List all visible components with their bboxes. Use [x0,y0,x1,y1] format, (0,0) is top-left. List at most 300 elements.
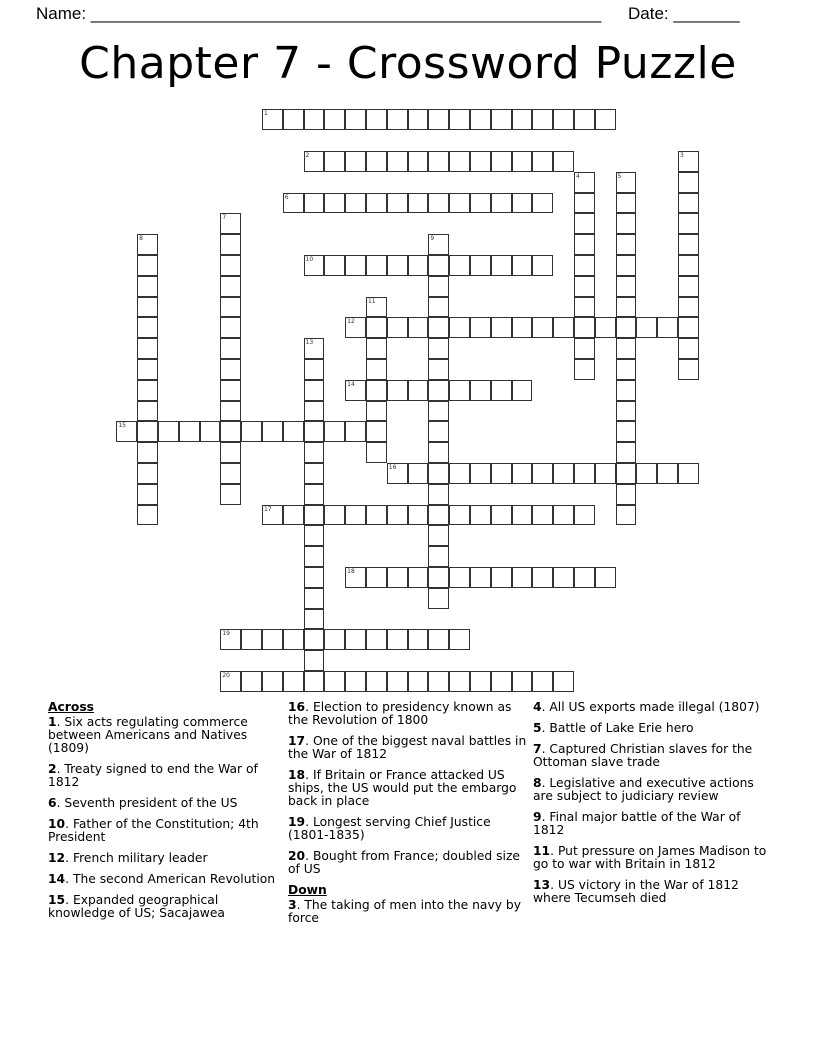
grid-cell[interactable] [428,359,449,380]
grid-cell[interactable] [366,421,387,442]
grid-cell[interactable] [678,193,699,214]
clue-number-label: 10 [305,255,314,263]
grid-cell[interactable] [470,567,491,588]
grid-cell[interactable] [345,193,366,214]
clue-number: 14 [48,872,66,886]
grid-cell[interactable] [616,401,637,422]
grid-cell[interactable] [200,421,221,442]
grid-cell[interactable] [304,484,325,505]
grid-cell[interactable] [491,567,512,588]
clue-number: 10 [48,817,66,831]
grid-cell[interactable] [574,297,595,318]
grid-cell[interactable] [304,193,325,214]
grid-cell[interactable] [345,380,366,401]
grid-cell[interactable] [616,380,637,401]
grid-cell[interactable] [553,463,574,484]
grid-cell[interactable] [512,109,533,130]
grid-cell[interactable] [283,193,304,214]
grid-cell[interactable] [220,442,241,463]
grid-cell[interactable] [241,671,262,692]
grid-cell[interactable] [408,255,429,276]
grid-cell[interactable] [616,234,637,255]
grid-cell[interactable] [470,151,491,172]
grid-cell[interactable] [470,380,491,401]
grid-cell[interactable] [304,463,325,484]
grid-cell[interactable] [283,505,304,526]
grid-cell[interactable] [324,109,345,130]
grid-cell[interactable] [366,505,387,526]
grid-cell[interactable] [491,193,512,214]
grid-cell[interactable] [137,255,158,276]
grid-cell[interactable] [366,317,387,338]
grid-cell[interactable] [678,359,699,380]
clue-number: 6 [48,796,57,810]
grid-cell[interactable] [283,671,304,692]
grid-cell[interactable] [678,463,699,484]
clue-number-label: 18 [347,567,355,575]
grid-cell[interactable] [158,421,179,442]
clue-number-label: 8 [139,235,143,243]
grid-cell[interactable] [324,193,345,214]
clue-text: US victory in the War of 1812 where Tecumseh died [533,878,739,905]
grid-cell[interactable] [408,505,429,526]
clue-text: French military leader [72,851,208,865]
clue-number: 9 [533,810,542,824]
grid-cell[interactable] [304,442,325,463]
grid-cell[interactable] [304,671,325,692]
grid-cell[interactable] [616,359,637,380]
grid-cell[interactable] [366,380,387,401]
clue-number: 5 [533,721,542,735]
grid-cell[interactable] [366,151,387,172]
grid-cell[interactable] [345,421,366,442]
grid-cell[interactable] [262,421,283,442]
grid-cell[interactable] [137,401,158,422]
grid-cell[interactable] [636,463,657,484]
clue-number: 16 [288,700,306,714]
grid-cell[interactable] [449,109,470,130]
grid-cell[interactable] [678,276,699,297]
grid-cell[interactable] [428,505,449,526]
grid-cell[interactable] [491,255,512,276]
grid-cell[interactable] [532,255,553,276]
grid-cell[interactable] [408,193,429,214]
grid-cell[interactable] [116,421,137,442]
grid-cell[interactable] [304,421,325,442]
grid-cell[interactable] [449,151,470,172]
grid-cell[interactable] [449,463,470,484]
grid-cell[interactable] [324,629,345,650]
grid-cell[interactable] [366,359,387,380]
grid-cell[interactable] [366,629,387,650]
clue-text: Six acts regulating commerce between Americans and Natives (1809) [48,715,248,755]
grid-cell[interactable] [137,505,158,526]
grid-cell[interactable] [262,629,283,650]
grid-cell[interactable] [428,546,449,567]
grid-cell[interactable] [491,380,512,401]
grid-cell[interactable] [491,151,512,172]
grid-cell[interactable] [470,463,491,484]
grid-cell[interactable] [137,484,158,505]
grid-cell[interactable] [574,505,595,526]
grid-cell[interactable] [366,193,387,214]
grid-cell[interactable] [428,317,449,338]
grid-cell[interactable] [345,671,366,692]
grid-cell[interactable] [512,380,533,401]
grid-cell[interactable] [595,463,616,484]
grid-cell[interactable] [304,401,325,422]
clue-item [533,879,773,905]
grid-cell[interactable] [220,401,241,422]
grid-cell[interactable] [387,151,408,172]
grid-cell[interactable] [220,359,241,380]
grid-cell[interactable] [366,297,387,318]
clue-item [288,850,528,876]
grid-cell[interactable] [345,567,366,588]
grid-cell[interactable] [283,421,304,442]
grid-cell[interactable] [574,567,595,588]
grid-cell[interactable] [553,317,574,338]
clue-number-label: 13 [305,339,314,347]
grid-cell[interactable] [512,671,533,692]
grid-cell[interactable] [657,463,678,484]
clue-number: 2 [48,762,57,776]
grid-cell[interactable] [428,151,449,172]
grid-cell[interactable] [574,255,595,276]
clues-column-2 [288,701,528,933]
grid-cell[interactable] [532,671,553,692]
grid-cell[interactable] [574,193,595,214]
grid-cell[interactable] [387,109,408,130]
grid-cell[interactable] [428,193,449,214]
grid-cell[interactable] [574,213,595,234]
grid-cell[interactable] [137,234,158,255]
grid-cell[interactable] [595,109,616,130]
clue-text: All US exports made illegal (1807) [549,700,760,714]
grid-cell[interactable] [512,255,533,276]
grid-cell[interactable] [304,255,325,276]
grid-cell[interactable] [137,317,158,338]
grid-cell[interactable] [532,317,553,338]
grid-cell[interactable] [616,193,637,214]
grid-cell[interactable] [283,629,304,650]
grid-cell[interactable] [220,297,241,318]
grid-cell[interactable] [304,380,325,401]
clue-item [288,701,528,727]
grid-cell[interactable] [616,213,637,234]
grid-cell[interactable] [408,151,429,172]
grid-cell[interactable] [387,317,408,338]
grid-cell[interactable] [387,567,408,588]
grid-cell[interactable] [304,650,325,671]
grid-cell[interactable] [304,359,325,380]
clue-dot: . [56,715,65,729]
grid-cell[interactable] [616,317,637,338]
clue-dot: . [541,776,550,790]
grid-cell[interactable] [137,380,158,401]
grid-cell[interactable] [470,109,491,130]
grid-cell[interactable] [512,567,533,588]
grid-cell[interactable] [616,255,637,276]
grid-cell[interactable] [678,213,699,234]
grid-cell[interactable] [616,297,637,318]
grid-cell[interactable] [449,671,470,692]
grid-cell[interactable] [241,421,262,442]
grid-cell[interactable] [408,317,429,338]
grid-cell[interactable] [574,338,595,359]
grid-cell[interactable] [553,151,574,172]
grid-cell[interactable] [387,671,408,692]
grid-cell[interactable] [532,567,553,588]
grid-cell[interactable] [408,567,429,588]
grid-cell[interactable] [616,484,637,505]
clue-number: 15 [48,893,66,907]
date-field[interactable]: Date: _______ [628,4,740,23]
grid-cell[interactable] [304,588,325,609]
grid-cell[interactable] [574,317,595,338]
grid-cell[interactable] [616,505,637,526]
grid-cell[interactable] [220,629,241,650]
grid-cell[interactable] [366,109,387,130]
grid-cell[interactable] [678,255,699,276]
grid-cell[interactable] [366,255,387,276]
grid-cell[interactable] [491,317,512,338]
clue-number-label: 17 [263,505,272,513]
grid-cell[interactable] [678,338,699,359]
grid-cell[interactable] [220,380,241,401]
grid-cell[interactable] [324,421,345,442]
grid-cell[interactable] [595,317,616,338]
grid-cell[interactable] [387,380,408,401]
grid-cell[interactable] [678,234,699,255]
grid-cell[interactable] [220,276,241,297]
grid-cell[interactable] [304,609,325,630]
grid-cell[interactable] [220,463,241,484]
grid-cell[interactable] [428,401,449,422]
clue-dot: . [65,851,73,865]
grid-cell[interactable] [428,380,449,401]
grid-cell[interactable] [408,463,429,484]
grid-cell[interactable] [470,255,491,276]
clue-text: Captured Christian slaves for the Ottoman slave trade [533,742,753,769]
grid-cell[interactable] [428,463,449,484]
grid-cell[interactable] [324,505,345,526]
clue-number-label: 20 [222,671,230,679]
grid-cell[interactable] [449,193,470,214]
grid-cell[interactable] [449,505,470,526]
grid-cell[interactable] [470,193,491,214]
grid-cell[interactable] [408,671,429,692]
grid-cell[interactable] [532,505,553,526]
grid-cell[interactable] [553,109,574,130]
grid-cell[interactable] [241,629,262,650]
grid-cell[interactable] [428,525,449,546]
grid-cell[interactable] [304,151,325,172]
grid-cell[interactable] [574,172,595,193]
grid-cell[interactable] [304,546,325,567]
clue-dot: . [541,742,550,756]
grid-cell[interactable] [678,172,699,193]
clue-dot: . [541,700,550,714]
grid-cell[interactable] [616,172,637,193]
grid-cell[interactable] [304,567,325,588]
grid-cell[interactable] [512,463,533,484]
grid-cell[interactable] [387,193,408,214]
grid-cell[interactable] [616,442,637,463]
grid-cell[interactable] [428,629,449,650]
grid-cell[interactable] [283,109,304,130]
grid-cell[interactable] [137,359,158,380]
grid-cell[interactable] [449,567,470,588]
grid-cell[interactable] [345,151,366,172]
grid-cell[interactable] [636,317,657,338]
grid-cell[interactable] [220,484,241,505]
grid-cell[interactable] [137,421,158,442]
grid-cell[interactable] [345,109,366,130]
grid-cell[interactable] [324,151,345,172]
grid-cell[interactable] [428,484,449,505]
clue-item [48,852,288,865]
grid-cell[interactable] [220,213,241,234]
clue-number-label: 9 [430,235,435,243]
grid-cell[interactable] [304,629,325,650]
grid-cell[interactable] [616,463,637,484]
grid-cell[interactable] [532,109,553,130]
grid-cell[interactable] [366,567,387,588]
grid-cell[interactable] [428,276,449,297]
grid-cell[interactable] [616,276,637,297]
grid-cell[interactable] [428,109,449,130]
clue-number: 8 [533,776,542,790]
grid-cell[interactable] [491,505,512,526]
grid-cell[interactable] [366,671,387,692]
grid-cell[interactable] [220,338,241,359]
grid-cell[interactable] [220,317,241,338]
grid-cell[interactable] [387,463,408,484]
grid-cell[interactable] [428,255,449,276]
grid-cell[interactable] [137,338,158,359]
grid-cell[interactable] [574,276,595,297]
grid-cell[interactable] [491,109,512,130]
grid-cell[interactable] [366,401,387,422]
grid-cell[interactable] [304,338,325,359]
grid-cell[interactable] [532,463,553,484]
grid-cell[interactable] [387,255,408,276]
grid-cell[interactable] [470,317,491,338]
grid-cell[interactable] [220,255,241,276]
clue-dot: . [305,768,313,782]
grid-cell[interactable] [262,109,283,130]
name-field[interactable]: Name: ______________________________________________________ [36,4,602,23]
grid-cell[interactable] [574,109,595,130]
grid-cell[interactable] [532,193,553,214]
grid-cell[interactable] [345,255,366,276]
grid-cell[interactable] [366,442,387,463]
grid-cell[interactable] [470,671,491,692]
clue-number-label: 12 [347,318,355,326]
grid-cell[interactable] [262,505,283,526]
grid-cell[interactable] [220,671,241,692]
grid-cell[interactable] [324,255,345,276]
grid-cell[interactable] [678,297,699,318]
grid-cell[interactable] [574,463,595,484]
grid-cell[interactable] [574,234,595,255]
grid-cell[interactable] [491,463,512,484]
clue-dot: . [56,796,65,810]
grid-cell[interactable] [428,567,449,588]
grid-cell[interactable] [345,317,366,338]
grid-cell[interactable] [449,317,470,338]
grid-cell[interactable] [512,151,533,172]
grid-cell[interactable] [574,359,595,380]
grid-cell[interactable] [449,629,470,650]
grid-cell[interactable] [137,276,158,297]
clue-text: Election to presidency known as the Revolution of 1800 [288,700,512,727]
grid-cell[interactable] [324,671,345,692]
grid-cell[interactable] [345,505,366,526]
grid-cell[interactable] [616,421,637,442]
grid-cell[interactable] [449,255,470,276]
grid-cell[interactable] [532,151,553,172]
grid-cell[interactable] [553,567,574,588]
grid-cell[interactable] [449,380,470,401]
grid-cell[interactable] [512,317,533,338]
grid-cell[interactable] [595,567,616,588]
grid-cell[interactable] [657,317,678,338]
grid-cell[interactable] [678,317,699,338]
grid-cell[interactable] [512,193,533,214]
grid-cell[interactable] [491,671,512,692]
grid-cell[interactable] [408,629,429,650]
clue-text: Expanded geographical knowledge of US; Sacajawea [48,893,225,920]
clue-number-label: 1 [263,110,268,118]
grid-cell[interactable] [387,629,408,650]
grid-cell[interactable] [345,629,366,650]
grid-cell[interactable] [470,505,491,526]
grid-cell[interactable] [428,442,449,463]
grid-cell[interactable] [616,338,637,359]
grid-cell[interactable] [428,671,449,692]
clue-number-label: 7 [222,214,227,222]
grid-cell[interactable] [220,234,241,255]
grid-cell[interactable] [408,380,429,401]
grid-cell[interactable] [408,109,429,130]
grid-cell[interactable] [220,421,241,442]
grid-cell[interactable] [304,109,325,130]
grid-cell[interactable] [179,421,200,442]
grid-cell[interactable] [553,671,574,692]
grid-cell[interactable] [262,671,283,692]
clue-number-label: 2 [305,151,310,159]
grid-cell[interactable] [553,505,574,526]
grid-cell[interactable] [428,588,449,609]
clue-dot: . [305,849,313,863]
grid-cell[interactable] [366,338,387,359]
grid-cell[interactable] [428,338,449,359]
grid-cell[interactable] [428,297,449,318]
grid-cell[interactable] [304,525,325,546]
grid-cell[interactable] [137,442,158,463]
grid-cell[interactable] [512,505,533,526]
grid-cell[interactable] [387,505,408,526]
grid-cell[interactable] [428,234,449,255]
grid-cell[interactable] [428,421,449,442]
grid-cell[interactable] [137,297,158,318]
grid-cell[interactable] [678,151,699,172]
grid-cell[interactable] [137,463,158,484]
clue-dot: . [305,734,313,748]
grid-cell[interactable] [304,505,325,526]
